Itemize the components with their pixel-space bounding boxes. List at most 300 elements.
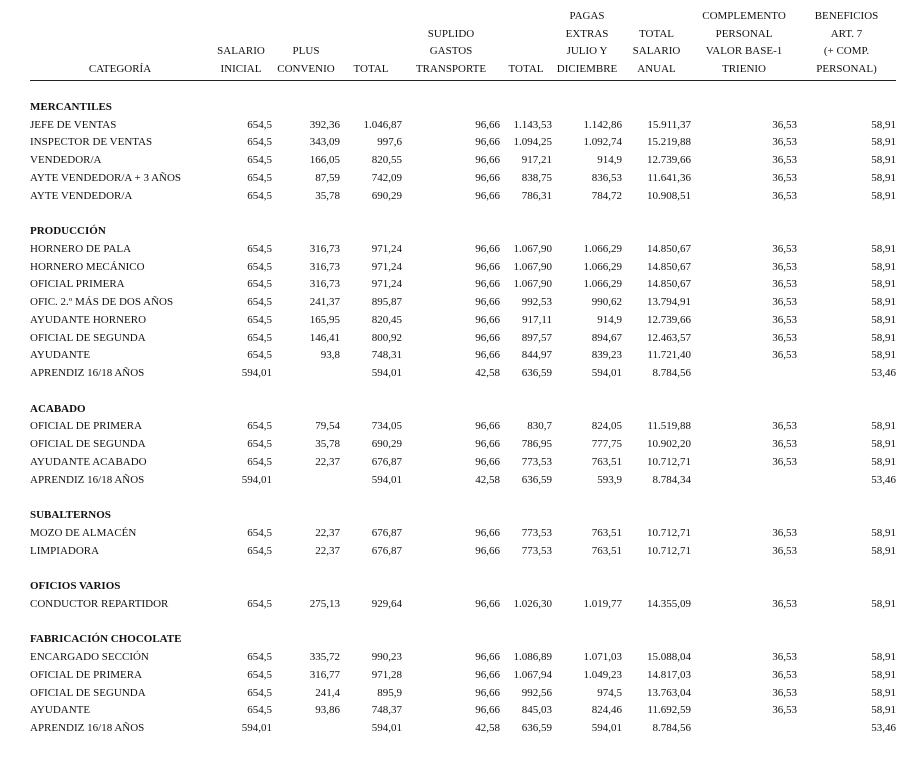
cell-salario_inicial: 654,5 — [247, 438, 272, 451]
cell-suplido: 96,66 — [475, 260, 500, 273]
cell-pagas: 763,51 — [591, 544, 622, 557]
spacer-cell — [30, 614, 896, 632]
cell-plus_convenio: 392,36 — [309, 118, 340, 131]
spacer-cell — [30, 205, 896, 223]
cell-total2: 773,53 — [521, 455, 552, 468]
cell-plus_convenio: 79,54 — [315, 420, 340, 433]
cell-salario_inicial: 594,01 — [241, 367, 272, 380]
column-header-plus_convenio — [272, 8, 340, 80]
cell-suplido: 96,66 — [475, 349, 500, 362]
cell-plus_convenio — [272, 720, 340, 738]
table-row — [30, 294, 896, 312]
column-header-line: PERSONAL) — [816, 63, 877, 76]
cell-categoria: ENCARGADO SECCIÓN — [30, 651, 149, 664]
cell-total_anual: 12.739,66 — [647, 154, 691, 167]
table-row — [30, 312, 896, 330]
cell-categoria: AYUDANTE — [30, 704, 91, 717]
cell-categoria: AYTE VENDEDOR/A — [30, 189, 133, 202]
cell-total1: 990,23 — [371, 651, 402, 664]
cell-suplido: 96,66 — [475, 242, 500, 255]
header-spacer — [272, 26, 340, 44]
cell-plus_convenio: 316,73 — [309, 278, 340, 291]
cell-total_anual: 8.784,56 — [652, 367, 691, 380]
column-header-line: SALARIO — [217, 45, 265, 58]
table-row — [30, 347, 896, 365]
cell-complemento: 36,53 — [772, 349, 797, 362]
cell-salario_inicial: 654,5 — [247, 242, 272, 255]
column-header-total1 — [340, 8, 402, 80]
cell-categoria: AYUDANTE — [30, 349, 91, 362]
cell-complemento: 36,53 — [772, 686, 797, 699]
cell-categoria: APRENDIZ 16/18 AÑOS — [30, 367, 145, 380]
section-title: OFICIOS VARIOS — [30, 580, 121, 593]
cell-total_anual: 12.463,57 — [647, 331, 691, 344]
cell-total2: 773,53 — [521, 526, 552, 539]
table-row — [30, 134, 896, 152]
cell-pagas: 1.066,29 — [583, 242, 622, 255]
cell-plus_convenio: 241,37 — [309, 296, 340, 309]
spacer-row — [30, 614, 896, 632]
column-header-line: SUPLIDO — [427, 27, 475, 40]
cell-categoria: AYUDANTE ACABADO — [30, 455, 147, 468]
column-header-line: SALARIO — [632, 45, 681, 58]
cell-total2: 992,53 — [521, 296, 552, 309]
spacer-row — [30, 560, 896, 578]
cell-pagas: 1.066,29 — [583, 278, 622, 291]
column-header-line: TRIENIO — [722, 63, 766, 76]
cell-total1: 1.046,87 — [363, 118, 402, 131]
cell-plus_convenio: 22,37 — [315, 526, 340, 539]
cell-total_anual: 11.721,40 — [647, 349, 691, 362]
cell-beneficios: 58,91 — [871, 260, 896, 273]
cell-complemento: 36,53 — [772, 313, 797, 326]
cell-total2: 1.094,25 — [513, 136, 552, 149]
cell-suplido: 96,66 — [475, 171, 500, 184]
header-spacer — [272, 8, 340, 26]
cell-beneficios: 53,46 — [871, 722, 896, 735]
cell-total_anual: 13.794,91 — [647, 296, 691, 309]
cell-salario_inicial: 594,01 — [241, 722, 272, 735]
cell-beneficios: 58,91 — [871, 189, 896, 202]
cell-total2: 838,75 — [521, 171, 552, 184]
cell-suplido: 96,66 — [475, 420, 500, 433]
section-title: ACABADO — [30, 402, 86, 415]
cell-plus_convenio: 93,86 — [315, 704, 340, 717]
cell-beneficios: 58,91 — [871, 313, 896, 326]
section-heading-row — [30, 223, 896, 241]
cell-salario_inicial: 654,5 — [247, 651, 272, 664]
cell-categoria: HORNERO MECÁNICO — [30, 260, 145, 273]
cell-suplido: 42,58 — [475, 722, 500, 735]
cell-complemento: 36,53 — [772, 118, 797, 131]
cell-total1: 895,87 — [371, 296, 402, 309]
cell-total1: 971,24 — [371, 242, 402, 255]
column-header-line: BENEFICIOS — [814, 10, 879, 22]
cell-plus_convenio: 335,72 — [309, 651, 340, 664]
column-header-line: GASTOS — [429, 45, 473, 58]
cell-total1: 971,24 — [371, 260, 402, 273]
header-spacer — [500, 26, 552, 44]
cell-beneficios: 58,91 — [871, 526, 896, 539]
cell-pagas: 914,9 — [597, 313, 622, 326]
cell-plus_convenio: 87,59 — [315, 171, 340, 184]
cell-total1: 690,29 — [371, 438, 402, 451]
cell-salario_inicial: 654,5 — [247, 189, 272, 202]
cell-categoria: VENDEDOR/A — [30, 154, 102, 167]
cell-total2: 897,57 — [521, 331, 552, 344]
cell-total1: 929,64 — [371, 597, 402, 610]
cell-complemento: 36,53 — [772, 260, 797, 273]
cell-total2: 786,95 — [521, 438, 552, 451]
table-row — [30, 418, 896, 436]
cell-salario_inicial: 654,5 — [247, 118, 272, 131]
cell-total_anual: 14.850,67 — [647, 278, 691, 291]
cell-total2: 1.026,30 — [513, 597, 552, 610]
cell-total2: 1.067,90 — [513, 242, 552, 255]
cell-complemento: 36,53 — [772, 278, 797, 291]
cell-total_anual: 10.712,71 — [647, 526, 691, 539]
table-row — [30, 667, 896, 685]
cell-salario_inicial: 654,5 — [247, 278, 272, 291]
header-spacer — [30, 43, 210, 61]
cell-pagas: 824,05 — [591, 420, 622, 433]
cell-beneficios: 58,91 — [871, 597, 896, 610]
cell-categoria: MOZO DE ALMACÉN — [30, 526, 137, 539]
cell-salario_inicial: 654,5 — [247, 668, 272, 681]
section-heading-row — [30, 631, 896, 649]
cell-categoria: OFICIAL DE SEGUNDA — [30, 331, 146, 344]
column-header-suplido — [402, 8, 500, 80]
cell-complemento: 36,53 — [772, 526, 797, 539]
cell-suplido: 96,66 — [475, 136, 500, 149]
cell-complemento: 36,53 — [772, 171, 797, 184]
column-header-line: VALOR BASE-1 — [705, 45, 783, 58]
cell-plus_convenio: 316,77 — [309, 668, 340, 681]
cell-suplido: 96,66 — [475, 189, 500, 202]
cell-salario_inicial: 654,5 — [247, 296, 272, 309]
cell-suplido: 42,58 — [475, 367, 500, 380]
cell-total2: 1.067,90 — [513, 260, 552, 273]
column-header-line: EXTRAS — [565, 27, 609, 40]
header-spacer — [500, 43, 552, 61]
cell-categoria: LIMPIADORA — [30, 544, 100, 557]
cell-total1: 971,28 — [371, 668, 402, 681]
cell-total1: 734,05 — [371, 420, 402, 433]
cell-total2: 1.067,90 — [513, 278, 552, 291]
cell-beneficios: 58,91 — [871, 154, 896, 167]
cell-plus_convenio: 166,05 — [309, 154, 340, 167]
cell-beneficios: 58,91 — [871, 296, 896, 309]
header-spacer — [500, 8, 552, 26]
cell-plus_convenio: 316,73 — [309, 260, 340, 273]
cell-suplido: 96,66 — [475, 296, 500, 309]
cell-total2: 1.143,53 — [513, 118, 552, 131]
cell-total1: 594,01 — [371, 473, 402, 486]
section-heading-row — [30, 401, 896, 419]
cell-suplido: 96,66 — [475, 313, 500, 326]
cell-pagas: 1.142,86 — [583, 118, 622, 131]
cell-pagas: 974,5 — [597, 686, 622, 699]
cell-pagas: 593,9 — [597, 473, 622, 486]
column-header-line: PERSONAL — [715, 27, 773, 40]
cell-total1: 895,9 — [377, 686, 402, 699]
cell-pagas: 1.092,74 — [583, 136, 622, 149]
spacer-row — [30, 383, 896, 401]
column-header-line: ANUAL — [637, 63, 676, 76]
cell-pagas: 836,53 — [591, 171, 622, 184]
cell-beneficios: 58,91 — [871, 704, 896, 717]
cell-total_anual: 10.712,71 — [647, 544, 691, 557]
cell-total_anual: 15.219,88 — [647, 136, 691, 149]
table-row — [30, 685, 896, 703]
cell-salario_inicial: 654,5 — [247, 154, 272, 167]
cell-beneficios: 58,91 — [871, 544, 896, 557]
column-header-line: ART. 7 — [830, 27, 863, 40]
cell-total_anual: 8.784,56 — [652, 722, 691, 735]
cell-total_anual: 10.902,20 — [647, 438, 691, 451]
cell-total_anual: 12.739,66 — [647, 313, 691, 326]
cell-complemento — [691, 472, 797, 490]
cell-salario_inicial: 654,5 — [247, 704, 272, 717]
spacer-cell — [30, 383, 896, 401]
cell-categoria: AYTE VENDEDOR/A + 3 AÑOS — [30, 171, 182, 184]
cell-suplido: 96,66 — [475, 668, 500, 681]
table-row — [30, 720, 896, 738]
cell-plus_convenio: 35,78 — [315, 438, 340, 451]
table-row — [30, 702, 896, 720]
column-header-total2 — [500, 8, 552, 80]
table-row — [30, 365, 896, 383]
cell-total1: 820,55 — [371, 154, 402, 167]
cell-total1: 748,37 — [371, 704, 402, 717]
cell-total1: 676,87 — [371, 526, 402, 539]
cell-pagas: 914,9 — [597, 154, 622, 167]
cell-pagas: 990,62 — [591, 296, 622, 309]
cell-pagas: 1.049,23 — [583, 668, 622, 681]
header-spacer — [622, 8, 691, 26]
cell-beneficios: 58,91 — [871, 171, 896, 184]
cell-suplido: 96,66 — [475, 438, 500, 451]
cell-categoria: CONDUCTOR REPARTIDOR — [30, 597, 169, 610]
cell-suplido: 96,66 — [475, 278, 500, 291]
cell-categoria: INSPECTOR DE VENTAS — [30, 136, 153, 149]
cell-plus_convenio — [272, 365, 340, 383]
cell-total1: 676,87 — [371, 544, 402, 557]
cell-total_anual: 14.817,03 — [647, 668, 691, 681]
cell-total1: 820,45 — [371, 313, 402, 326]
table-header-row — [30, 8, 896, 80]
cell-suplido: 96,66 — [475, 154, 500, 167]
section-title: MERCANTILES — [30, 100, 112, 113]
cell-categoria: OFICIAL DE PRIMERA — [30, 668, 143, 681]
table-row — [30, 596, 896, 614]
table-row — [30, 525, 896, 543]
cell-plus_convenio: 22,37 — [315, 455, 340, 468]
cell-total2: 1.067,94 — [513, 668, 552, 681]
cell-pagas: 1.066,29 — [583, 260, 622, 273]
cell-categoria: HORNERO DE PALA — [30, 242, 132, 255]
cell-beneficios: 53,46 — [871, 473, 896, 486]
cell-complemento — [691, 365, 797, 383]
section-title: FABRICACIÓN CHOCOLATE — [30, 633, 182, 646]
cell-total2: 636,59 — [521, 367, 552, 380]
cell-categoria: JEFE DE VENTAS — [30, 118, 117, 131]
cell-suplido: 96,66 — [475, 597, 500, 610]
cell-salario_inicial: 654,5 — [247, 544, 272, 557]
cell-plus_convenio: 343,09 — [309, 136, 340, 149]
cell-complemento: 36,53 — [772, 704, 797, 717]
cell-pagas: 824,46 — [591, 704, 622, 717]
cell-total1: 997,6 — [377, 136, 402, 149]
cell-total2: 636,59 — [521, 473, 552, 486]
cell-pagas: 784,72 — [591, 189, 622, 202]
header-spacer — [30, 8, 210, 26]
cell-total_anual: 14.850,67 — [647, 260, 691, 273]
cell-complemento: 36,53 — [772, 544, 797, 557]
cell-beneficios: 58,91 — [871, 438, 896, 451]
table-row — [30, 170, 896, 188]
cell-suplido: 96,66 — [475, 686, 500, 699]
column-header-line: PLUS — [292, 45, 320, 58]
cell-suplido: 96,66 — [475, 704, 500, 717]
spacer-cell — [30, 489, 896, 507]
table-row — [30, 276, 896, 294]
spacer-row — [30, 205, 896, 223]
section-heading-row — [30, 99, 896, 117]
cell-total1: 594,01 — [371, 722, 402, 735]
column-header-line: JULIO Y — [566, 45, 608, 58]
cell-salario_inicial: 654,5 — [247, 136, 272, 149]
cell-complemento: 36,53 — [772, 136, 797, 149]
cell-beneficios: 58,91 — [871, 686, 896, 699]
salary-table — [30, 8, 896, 738]
cell-total_anual: 13.763,04 — [647, 686, 691, 699]
cell-complemento: 36,53 — [772, 420, 797, 433]
cell-total_anual: 11.641,36 — [647, 171, 691, 184]
cell-categoria: AYUDANTE HORNERO — [30, 313, 147, 326]
cell-total_anual: 15.911,37 — [647, 118, 691, 131]
cell-plus_convenio: 316,73 — [309, 242, 340, 255]
spacer-cell — [30, 80, 896, 99]
cell-pagas: 894,67 — [591, 331, 622, 344]
section-title: SUBALTERNOS — [30, 509, 111, 522]
table-row — [30, 259, 896, 277]
section-title: PRODUCCIÓN — [30, 225, 106, 238]
cell-salario_inicial: 654,5 — [247, 313, 272, 326]
cell-pagas: 839,23 — [591, 349, 622, 362]
column-header-line: CATEGORÍA — [88, 63, 152, 76]
column-header-line: INICIAL — [220, 63, 262, 76]
cell-categoria: OFICIAL PRIMERA — [30, 278, 125, 291]
cell-beneficios: 58,91 — [871, 651, 896, 664]
table-row — [30, 472, 896, 490]
cell-complemento: 36,53 — [772, 189, 797, 202]
cell-categoria: APRENDIZ 16/18 AÑOS — [30, 722, 145, 735]
cell-categoria: OFICIAL DE SEGUNDA — [30, 438, 146, 451]
cell-pagas: 594,01 — [591, 722, 622, 735]
cell-plus_convenio: 241,4 — [315, 686, 340, 699]
table-row — [30, 330, 896, 348]
cell-plus_convenio: 275,13 — [309, 597, 340, 610]
cell-beneficios: 58,91 — [871, 331, 896, 344]
cell-total_anual: 14.850,67 — [647, 242, 691, 255]
cell-complemento: 36,53 — [772, 331, 797, 344]
header-spacer — [210, 26, 272, 44]
cell-beneficios: 58,91 — [871, 136, 896, 149]
cell-suplido: 96,66 — [475, 455, 500, 468]
cell-plus_convenio: 22,37 — [315, 544, 340, 557]
header-spacer — [340, 8, 402, 26]
cell-salario_inicial: 654,5 — [247, 597, 272, 610]
table-row — [30, 117, 896, 135]
column-header-beneficios — [797, 8, 896, 80]
column-header-line: (+ COMP. — [823, 45, 870, 58]
cell-plus_convenio: 165,95 — [309, 313, 340, 326]
cell-salario_inicial: 654,5 — [247, 171, 272, 184]
cell-salario_inicial: 654,5 — [247, 420, 272, 433]
cell-total2: 992,56 — [521, 686, 552, 699]
column-header-line: COMPLEMENTO — [702, 10, 786, 22]
cell-total2: 773,53 — [521, 544, 552, 557]
cell-total2: 786,31 — [521, 189, 552, 202]
cell-complemento — [691, 720, 797, 738]
cell-plus_convenio: 93,8 — [320, 349, 340, 362]
cell-complemento: 36,53 — [772, 296, 797, 309]
cell-total1: 800,92 — [371, 331, 402, 344]
cell-salario_inicial: 654,5 — [247, 526, 272, 539]
cell-plus_convenio: 35,78 — [315, 189, 340, 202]
cell-suplido: 96,66 — [475, 526, 500, 539]
cell-total2: 830,7 — [527, 420, 552, 433]
header-spacer — [340, 26, 402, 44]
cell-complemento: 36,53 — [772, 242, 797, 255]
column-header-pagas — [552, 8, 622, 80]
cell-beneficios: 58,91 — [871, 455, 896, 468]
cell-salario_inicial: 654,5 — [247, 455, 272, 468]
spacer-cell — [30, 560, 896, 578]
table-row — [30, 152, 896, 170]
cell-beneficios: 53,46 — [871, 367, 896, 380]
table-body — [30, 80, 896, 738]
table-row — [30, 649, 896, 667]
column-header-line: TOTAL — [353, 63, 389, 76]
cell-total1: 748,31 — [371, 349, 402, 362]
cell-total2: 917,21 — [521, 154, 552, 167]
column-header-categoria — [30, 8, 210, 80]
column-header-line: TRANSPORTE — [415, 63, 487, 76]
cell-beneficios: 58,91 — [871, 278, 896, 291]
cell-salario_inicial: 594,01 — [241, 473, 272, 486]
cell-suplido: 96,66 — [475, 331, 500, 344]
header-spacer — [340, 43, 402, 61]
cell-complemento: 36,53 — [772, 597, 797, 610]
spacer-row — [30, 80, 896, 99]
cell-suplido: 96,66 — [475, 544, 500, 557]
cell-categoria: OFICIAL DE SEGUNDA — [30, 686, 146, 699]
cell-total_anual: 10.908,51 — [647, 189, 691, 202]
cell-pagas: 777,75 — [591, 438, 622, 451]
table-row — [30, 188, 896, 206]
cell-suplido: 96,66 — [475, 651, 500, 664]
header-spacer — [402, 8, 500, 26]
table-row — [30, 436, 896, 454]
cell-total_anual: 15.088,04 — [647, 651, 691, 664]
cell-plus_convenio: 146,41 — [309, 331, 340, 344]
table-row — [30, 454, 896, 472]
cell-total1: 594,01 — [371, 367, 402, 380]
cell-total1: 676,87 — [371, 455, 402, 468]
cell-beneficios: 58,91 — [871, 668, 896, 681]
